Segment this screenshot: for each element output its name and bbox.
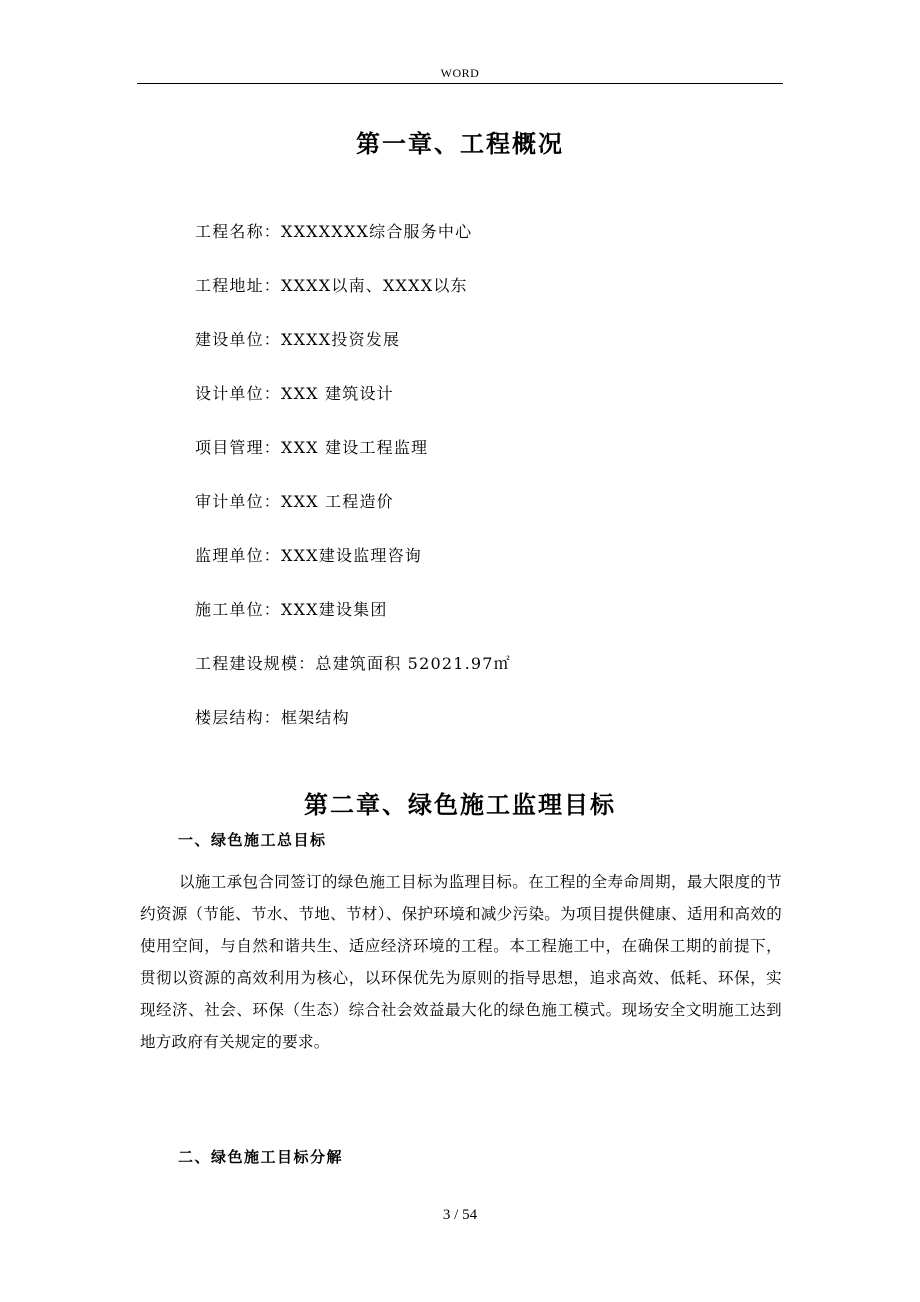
info-construction-unit: 建设单位：XXXX投资发展 [195, 330, 401, 349]
info-project-name: 工程名称：XXXXXXX综合服务中心 [195, 222, 473, 241]
chapter2-title: 第二章、绿色施工监理目标 [304, 791, 616, 819]
info-project-management: 项目管理：XXX 建设工程监理 [195, 438, 429, 457]
info-design-unit: 设计单位：XXX 建筑设计 [195, 384, 394, 403]
page-number: 3 / 54 [442, 1207, 478, 1223]
info-contractor: 施工单位：XXX建设集团 [195, 600, 388, 619]
info-audit-unit: 审计单位：XXX 工程造价 [195, 492, 394, 511]
project-info-list [195, 220, 795, 760]
info-supervision-unit: 监理单位：XXX建设监理咨询 [195, 546, 422, 565]
info-building-scale: 工程建设规模：总建筑面积 52021.97㎡ [195, 654, 511, 673]
section1-heading: 一、绿色施工总目标 [178, 831, 327, 849]
section1-paragraph: 以施工承包合同签订的绿色施工目标为监理目标。在工程的全寿命周期，最大限度的节约资源（节能、节水、节地、节材）、保护环境和减少污染。为项目提供健康、适用和高效的使用空间，与自然和谐共生、适应经济环境的工程。本工程施工中，在确保工期的前提下，贯彻以资源的高效利用为核心，以环保优先为原则的指导思想，追求高效、低耗、环保，实现经济、社会、环保（生态）综合社会效益最大化的绿色施工模式。现场安全文明施工达到地方政府有关规定的要求。 [140, 873, 782, 1051]
page-header: WORD [440, 66, 480, 80]
chapter1-title: 第一章、工程概况 [356, 130, 564, 158]
info-structure: 楼层结构：框架结构 [195, 708, 350, 727]
info-project-address: 工程地址：XXXX以南、XXXX以东 [195, 276, 468, 295]
header-divider [137, 83, 783, 84]
section2-heading: 二、绿色施工目标分解 [178, 1148, 344, 1166]
